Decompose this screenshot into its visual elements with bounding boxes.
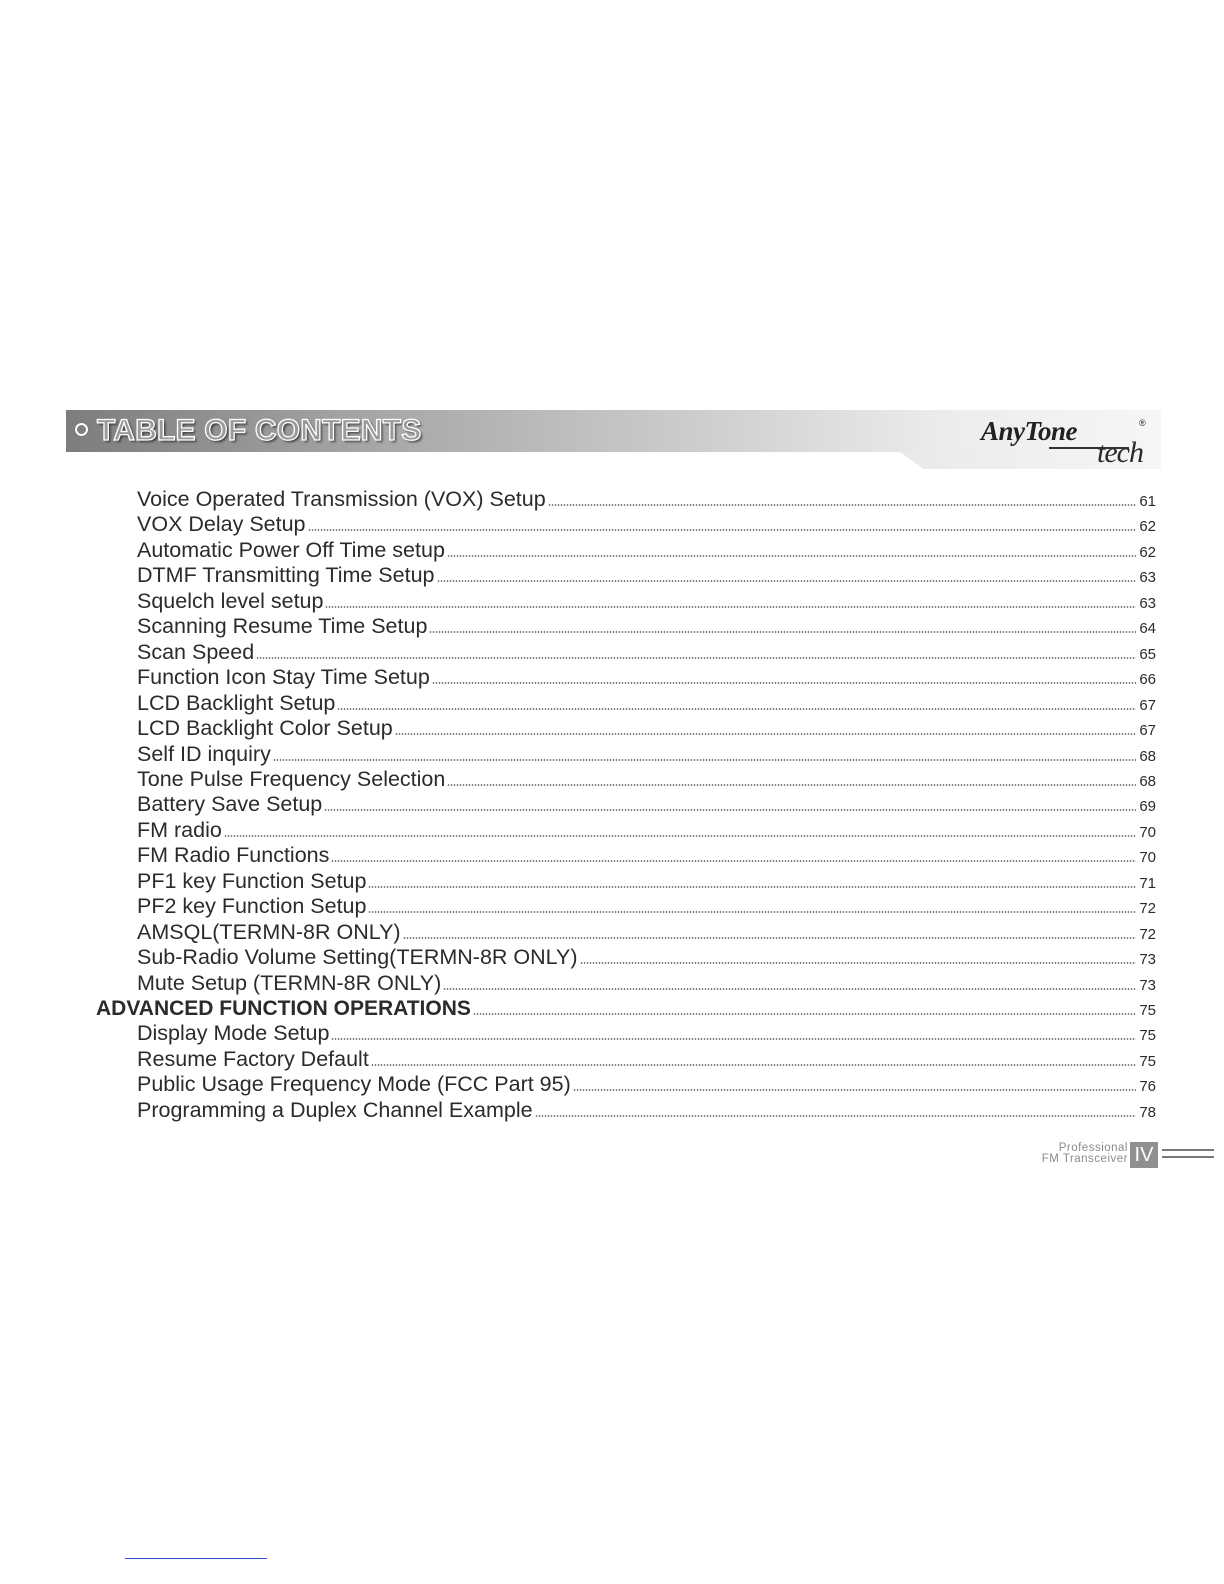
toc-entry-title: LCD Backlight Color Setup — [137, 716, 393, 740]
toc-entry-page: 70 — [1139, 824, 1156, 841]
toc-entry-page: 78 — [1139, 1104, 1156, 1121]
toc-entry-page: 67 — [1139, 697, 1156, 714]
toc-entry-row[interactable] — [137, 1072, 1156, 1097]
toc-dot-leader — [580, 962, 1137, 964]
toc-entry-row[interactable] — [137, 920, 1156, 945]
page-title: TABLE OF CONTENTS — [97, 414, 422, 447]
toc-entry-row[interactable] — [137, 512, 1156, 537]
toc-entry-title: Self ID inquiry — [137, 742, 271, 766]
toc-entry-row[interactable] — [137, 945, 1156, 970]
toc-entry-page: 70 — [1139, 849, 1156, 866]
toc-entry-title: Squelch level setup — [137, 589, 324, 613]
toc-entry-title: Sub-Radio Volume Setting(TERMN-8R ONLY) — [137, 945, 578, 969]
toc-entry-row[interactable] — [137, 563, 1156, 588]
toc-entry-title: VOX Delay Setup — [137, 512, 306, 536]
toc-entry-title: Tone Pulse Frequency Selection — [137, 767, 446, 791]
toc-dot-leader — [337, 708, 1136, 710]
toc-entry-row[interactable] — [137, 1021, 1156, 1046]
toc-entry-page: 72 — [1139, 900, 1156, 917]
toc-entry-page: 62 — [1139, 518, 1156, 535]
toc-entry-page: 66 — [1139, 671, 1156, 688]
logo-main-text: AnyTone — [981, 416, 1078, 446]
toc-dot-leader — [308, 529, 1137, 531]
footer-rule-lines — [1162, 1149, 1214, 1162]
toc-entry-row[interactable] — [137, 792, 1156, 817]
toc-dot-leader — [273, 759, 1136, 761]
toc-dot-leader — [437, 580, 1137, 582]
toc-entry-title: LCD Backlight Setup — [137, 691, 336, 715]
toc-entry-page: 64 — [1139, 620, 1156, 637]
toc-dot-leader — [403, 937, 1137, 939]
toc-entry-page: 75 — [1139, 1053, 1156, 1070]
header-bullet-icon — [75, 423, 88, 436]
toc-dot-leader — [447, 555, 1136, 557]
toc-entry-row[interactable] — [137, 894, 1156, 919]
toc-entry-title: Scan Speed — [137, 640, 255, 664]
toc-entry-page: 63 — [1139, 595, 1156, 612]
toc-entry-title: Public Usage Frequency Mode (FCC Part 95) — [137, 1072, 571, 1096]
toc-dot-leader — [325, 606, 1136, 608]
toc-dot-leader — [429, 631, 1136, 633]
toc-entry-page: 67 — [1139, 722, 1156, 739]
toc-entry-row[interactable] — [137, 640, 1156, 665]
toc-entry-row[interactable] — [137, 818, 1156, 843]
toc-entry-title: AMSQL(TERMN-8R ONLY) — [137, 920, 401, 944]
toc-entry-page: 72 — [1139, 926, 1156, 943]
page-number-badge: IV — [1130, 1142, 1158, 1168]
toc-entry-title: DTMF Transmitting Time Setup — [137, 563, 435, 587]
toc-dot-leader — [368, 911, 1136, 913]
toc-entry-page: 65 — [1139, 646, 1156, 663]
toc-entry-row[interactable] — [137, 716, 1156, 741]
toc-entry-row[interactable] — [137, 1047, 1156, 1072]
toc-entry-row[interactable] — [137, 589, 1156, 614]
toc-entry-page: 68 — [1139, 748, 1156, 765]
toc-entry-page: 73 — [1139, 977, 1156, 994]
toc-dot-leader — [473, 1013, 1136, 1015]
toc-entry-title: PF1 key Function Setup — [137, 869, 367, 893]
toc-entry-row[interactable] — [137, 614, 1156, 639]
toc-entry-title: PF2 key Function Setup — [137, 894, 367, 918]
toc-entry-row[interactable] — [137, 971, 1156, 996]
toc-entry-page: 76 — [1139, 1078, 1156, 1095]
toc-entry-page: 61 — [1139, 493, 1156, 510]
footer-caption — [1042, 1143, 1128, 1165]
toc-dot-leader — [324, 809, 1136, 811]
toc-entry-title: FM Radio Functions — [137, 843, 330, 867]
toc-entry-title: Battery Save Setup — [137, 792, 323, 816]
toc-dot-leader — [447, 784, 1136, 786]
toc-entry-page: 75 — [1139, 1027, 1156, 1044]
toc-dot-leader — [535, 1115, 1137, 1117]
toc-dot-leader — [331, 860, 1136, 862]
toc-dot-leader — [573, 1089, 1137, 1091]
toc-entry-title: Automatic Power Off Time setup — [137, 538, 445, 562]
toc-dot-leader — [331, 1038, 1136, 1040]
toc-dot-leader — [256, 657, 1136, 659]
toc-dot-leader — [395, 733, 1137, 735]
toc-entry-page: 71 — [1139, 875, 1156, 892]
toc-entry-title: Function Icon Stay Time Setup — [137, 665, 430, 689]
logo-registered-mark: ® — [1139, 418, 1146, 428]
toc-section-row[interactable] — [96, 996, 1156, 1021]
toc-entry-title: FM radio — [137, 818, 222, 842]
footer-line-fm-transceiver: FM Transceiver — [1041, 1153, 1128, 1165]
toc-entry-row[interactable] — [137, 538, 1156, 563]
toc-entry-page: 69 — [1139, 798, 1156, 815]
toc-entry-title: Mute Setup (TERMN-8R ONLY) — [137, 971, 442, 995]
toc-dot-leader — [443, 988, 1136, 990]
toc-entry-title: ADVANCED FUNCTION OPERATIONS — [96, 997, 471, 1020]
toc-dot-leader — [548, 504, 1137, 506]
toc-entry-page: 75 — [1139, 1002, 1156, 1019]
logo-sub-text: tech — [1097, 436, 1143, 469]
bottom-underline — [125, 1558, 267, 1559]
toc-dot-leader — [224, 835, 1136, 837]
toc-entry-title: Scanning Resume Time Setup — [137, 614, 428, 638]
toc-entry-page: 63 — [1139, 569, 1156, 586]
toc-entry-row[interactable] — [137, 742, 1156, 767]
footer-line-professional: Professional — [1058, 1142, 1128, 1154]
toc-entry-row[interactable] — [137, 869, 1156, 894]
toc-entry-page: 73 — [1139, 951, 1156, 968]
toc-entry-title: Voice Operated Transmission (VOX) Setup — [137, 487, 546, 511]
toc-entry-row[interactable] — [137, 691, 1156, 716]
toc-dot-leader — [368, 886, 1136, 888]
toc-entry-title: Display Mode Setup — [137, 1021, 330, 1045]
toc-entry-row[interactable] — [137, 843, 1156, 868]
toc-entry-row[interactable] — [137, 487, 1156, 512]
anytone-logo — [975, 414, 1160, 472]
toc-dot-leader — [371, 1064, 1137, 1066]
toc-entry-page: 68 — [1139, 773, 1156, 790]
toc-entry-page: 62 — [1139, 544, 1156, 561]
toc-entry-row[interactable] — [137, 665, 1156, 690]
toc-entry-title: Resume Factory Default — [137, 1047, 369, 1071]
toc-dot-leader — [432, 682, 1137, 684]
toc-entry-row[interactable] — [137, 767, 1156, 792]
toc-entry-row[interactable] — [137, 1098, 1156, 1123]
toc-entry-title: Programming a Duplex Channel Example — [137, 1098, 533, 1122]
